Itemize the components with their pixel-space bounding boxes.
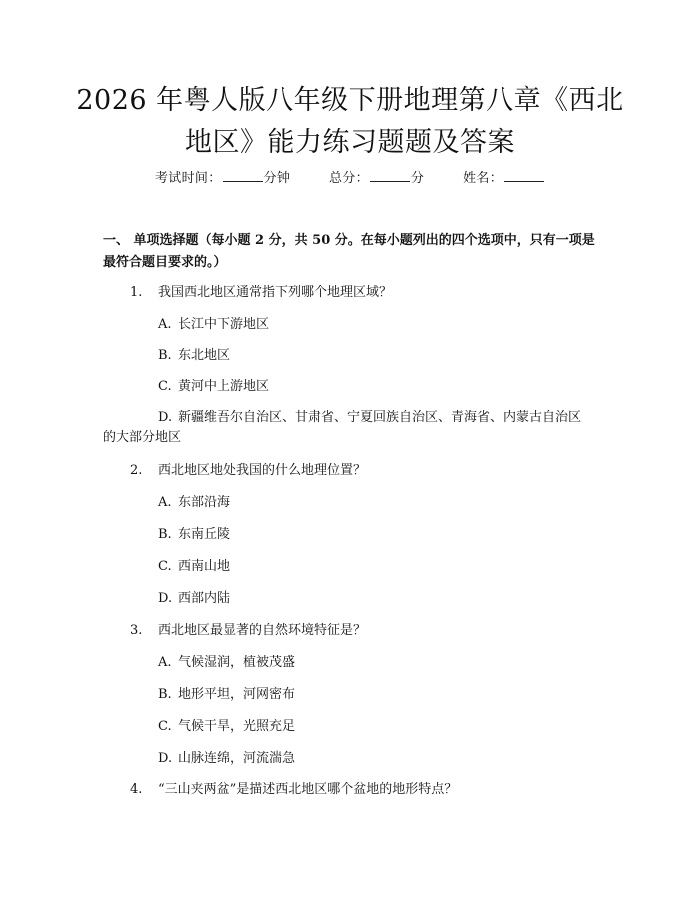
option-text: 东北地区	[178, 348, 231, 363]
question-3	[130, 621, 366, 641]
option-text: 长江中下游地区	[178, 317, 270, 332]
option-letter: C.	[158, 719, 172, 734]
option-2d	[158, 589, 230, 609]
option-3b	[158, 685, 295, 705]
question-text: 西北地区地处我国的什么地理位置？	[158, 463, 367, 478]
question-number: 1.	[130, 285, 143, 300]
question-4	[130, 780, 457, 800]
question-number: 3.	[130, 623, 143, 638]
option-2b	[158, 525, 230, 545]
option-1d	[103, 408, 593, 448]
option-letter: D.	[158, 591, 173, 606]
title-line-2: 地区》能力练习题题及答案	[185, 127, 515, 158]
option-text: 气候干旱，光照充足	[178, 719, 296, 734]
exam-meta	[0, 168, 700, 188]
option-letter: A.	[158, 655, 172, 670]
option-text: 东部沿海	[178, 495, 231, 510]
option-letter: B.	[158, 527, 172, 542]
option-3c	[158, 717, 295, 737]
option-letter: D.	[158, 751, 173, 766]
time-blank	[223, 168, 263, 182]
option-letter: C.	[158, 559, 172, 574]
option-3a	[158, 653, 295, 673]
question-2	[130, 461, 366, 481]
time-label: 考试时间：	[155, 171, 222, 186]
option-letter: B.	[158, 687, 172, 702]
option-text: 新疆维吾尔自治区、甘肃省、宁夏回族自治区、青海省、内蒙古自治区的大部分地区	[103, 410, 582, 445]
document-title	[70, 80, 630, 164]
name-blank	[504, 168, 544, 182]
option-letter: A.	[158, 495, 172, 510]
option-1c	[158, 377, 269, 397]
question-number: 4.	[130, 782, 143, 797]
question-text: “三山夹两盆”是描述西北地区哪个盆地的地形特点？	[158, 782, 458, 797]
option-text: 西部内陆	[178, 591, 231, 606]
option-text: 山脉连绵，河流湍急	[178, 751, 296, 766]
option-text: 黄河中上游地区	[178, 379, 270, 394]
option-1a	[158, 315, 269, 335]
option-letter: A.	[158, 317, 172, 332]
option-text: 气候湿润，植被茂盛	[178, 655, 296, 670]
option-2c	[158, 557, 230, 577]
name-label: 姓名：	[463, 171, 503, 186]
option-text: 东南丘陵	[178, 527, 231, 542]
score-unit: 分	[410, 171, 425, 186]
score-label: 总分：	[329, 171, 369, 186]
option-1b	[158, 346, 230, 366]
section-heading: 一、 单项选择题（每小题 2 分，共 50 分。在每小题列出的四个选项中，只有一项是最符合题目要求的。）	[103, 233, 595, 270]
option-letter: B.	[158, 348, 172, 363]
question-text: 西北地区最显著的自然环境特征是？	[158, 623, 367, 638]
option-2a	[158, 493, 230, 513]
option-text: 西南山地	[178, 559, 231, 574]
option-letter: C.	[158, 379, 172, 394]
question-text: 我国西北地区通常指下列哪个地理区域？	[158, 285, 393, 300]
option-letter: D.	[158, 410, 173, 425]
score-blank	[370, 168, 410, 182]
time-unit: 分钟	[263, 171, 291, 186]
option-text: 地形平坦，河网密布	[178, 687, 296, 702]
title-line-1: 2026 年粤人版八年级下册地理第八章《西北	[76, 85, 624, 116]
question-number: 2.	[130, 463, 143, 478]
option-3d	[158, 749, 295, 769]
question-1	[130, 283, 392, 303]
